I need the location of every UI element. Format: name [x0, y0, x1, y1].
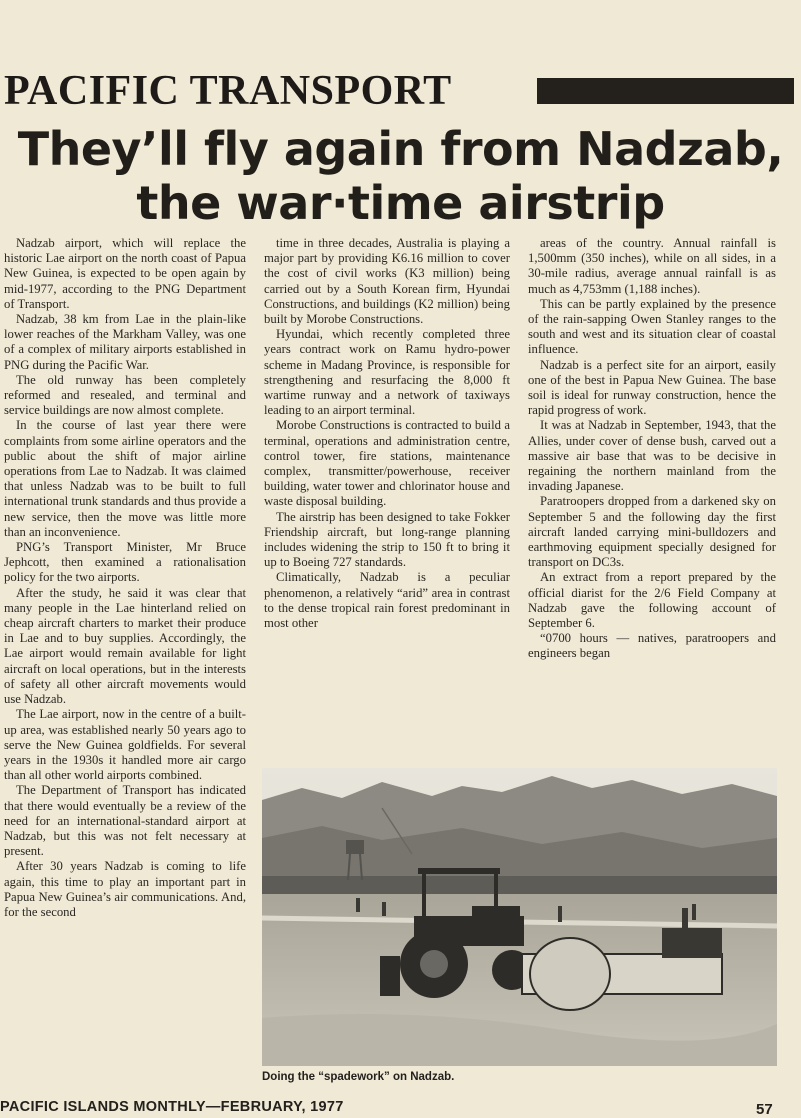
section-title: PACIFIC TRANSPORT — [4, 68, 452, 114]
article-column-2 — [264, 236, 510, 631]
paragraph: It was at Nadzab in September, 1943, that the Allies, under cover of dense bush, carved out a massive air base that was to be decisive in regaining the northern mainland from the invading Japanese. — [528, 418, 776, 494]
construction-photo — [262, 768, 777, 1066]
section-rule-bar — [537, 78, 794, 104]
paragraph: An extract from a report prepared by the official diarist for the 2/6 Field Company at Nadzab gave the following account of September 6. — [528, 570, 776, 631]
paragraph: The Lae airport, now in the centre of a built-up area, was established nearly 50 years ago to serve the New Guinea goldfields. For several years in the 1930s it handled more air cargo than all other world airports combined. — [4, 707, 246, 783]
water-tower-tank — [346, 840, 364, 854]
paragraph: In the course of last year there were complaints from some airline operators and the public about the shift of major airline operations from Lae to Nadzab. It was claimed that unless Nadzab was to be built to full international trunk standards and thus provide a new service, then the move was little more than an inconvenience. — [4, 418, 246, 539]
paragraph: Climatically, Nadzab is a peculiar phenomenon, a relatively “arid” area in contrast to the dense tropical rain forest predominant in most other — [264, 570, 510, 631]
paragraph: After 30 years Nadzab is coming to life again, this time to play an important part in Papua New Guinea’s air communications. And, for the second — [4, 859, 246, 919]
paragraph: “0700 hours — natives, paratroopers and engineers began — [528, 631, 776, 661]
paragraph: Nadzab is a perfect site for an airport, easily one of the best in Papua New Guinea. The base soil is ideal for runway construction, hence the rapid progress of work. — [528, 357, 776, 418]
headline-line-1: They’ll fly again from Nadzab, — [17, 122, 784, 176]
paragraph: Nadzab airport, which will replace the historic Lae airport on the north coast of Papua New Guinea, is expected to be open again by mid-1977, according to the PNG Department of Transport. — [4, 236, 246, 311]
paragraph: After the study, he said it was clear that many people in the Lae hinterland relied on cheap aircraft charters to market their produce in Lae and to buy supplies. Accordingly, the Lae airport would remain available for light aircraft on local operations, but in the interests of safety all other aircraft movements would use Nadzab. — [4, 585, 246, 707]
paragraph: Paratroopers dropped from a darkened sky on September 5 and the following day the first aircraft landed carrying mini-bulldozers and earthmoving equipment specially designed for transport on DC3s. — [528, 494, 776, 570]
headline-line-2: the war·time airstrip — [136, 176, 665, 230]
paragraph: The Department of Transport has indicated that there would eventually be a review of the need for an international-standard airport at Nadzab, but this was not felt necessary at present. — [4, 783, 246, 859]
paragraph: Nadzab, 38 km from Lae in the plain-like lower reaches of the Markham Valley, was one of a complex of military airports established in PNG during the Pacific War. — [4, 312, 246, 372]
page-number: 57 — [756, 1101, 773, 1118]
paragraph: Morobe Constructions is contracted to build a terminal, operations and administration centre, control tower, fire stations, maintenance complex, transmitter/powerhouse, receiver building, water tower and chlorinator house and waste disposal building. — [264, 418, 510, 509]
paragraph: The old runway has been completely reformed and resealed, and terminal and service buildings are now almost complete. — [4, 372, 246, 418]
publication-footer: PACIFIC ISLANDS MONTHLY—FEBRUARY, 1977 — [0, 1099, 344, 1115]
paragraph: Hyundai, which recently completed three years contract work on Ramu hydro-power scheme in Madang Province, is responsible for strengthening and resurfacing the 8,000 ft wartime runway and a network of taxiways leading to an airport terminal. — [264, 327, 510, 418]
section-header — [4, 66, 799, 116]
photo-treeline — [262, 876, 777, 896]
article-column-3 — [528, 236, 776, 662]
paragraph: areas of the country. Annual rainfall is 1,500mm (350 inches), while on all sides, in a 30-mile radius, average annual rainfall is as much as 4,753mm (1,188 inches). — [528, 236, 776, 296]
article-column-1 — [4, 236, 246, 920]
headline — [0, 122, 801, 230]
paragraph: time in three decades, Australia is playing a major part by providing K6.16 million to cover the cost of civil works (K3 million) being carried out by a South Korean firm, Hyundai Constructions, and buildings (K2 million) being built by Morobe Constructions. — [264, 236, 510, 327]
paragraph: This can be partly explained by the presence of the rain-sapping Owen Stanley ranges to the south and west and its situation clear of coastal influence. — [528, 296, 776, 357]
paragraph: The airstrip has been designed to take Fokker Friendship aircraft, but long-range planning includes widening the strip to 150 ft to bring it up to Boeing 727 standards. — [264, 509, 510, 570]
photo-caption: Doing the “spadework” on Nadzab. — [262, 1071, 455, 1083]
paragraph: PNG’s Transport Minister, Mr Bruce Jephcott, then examined a rationalisation policy for the two airports. — [4, 540, 246, 585]
